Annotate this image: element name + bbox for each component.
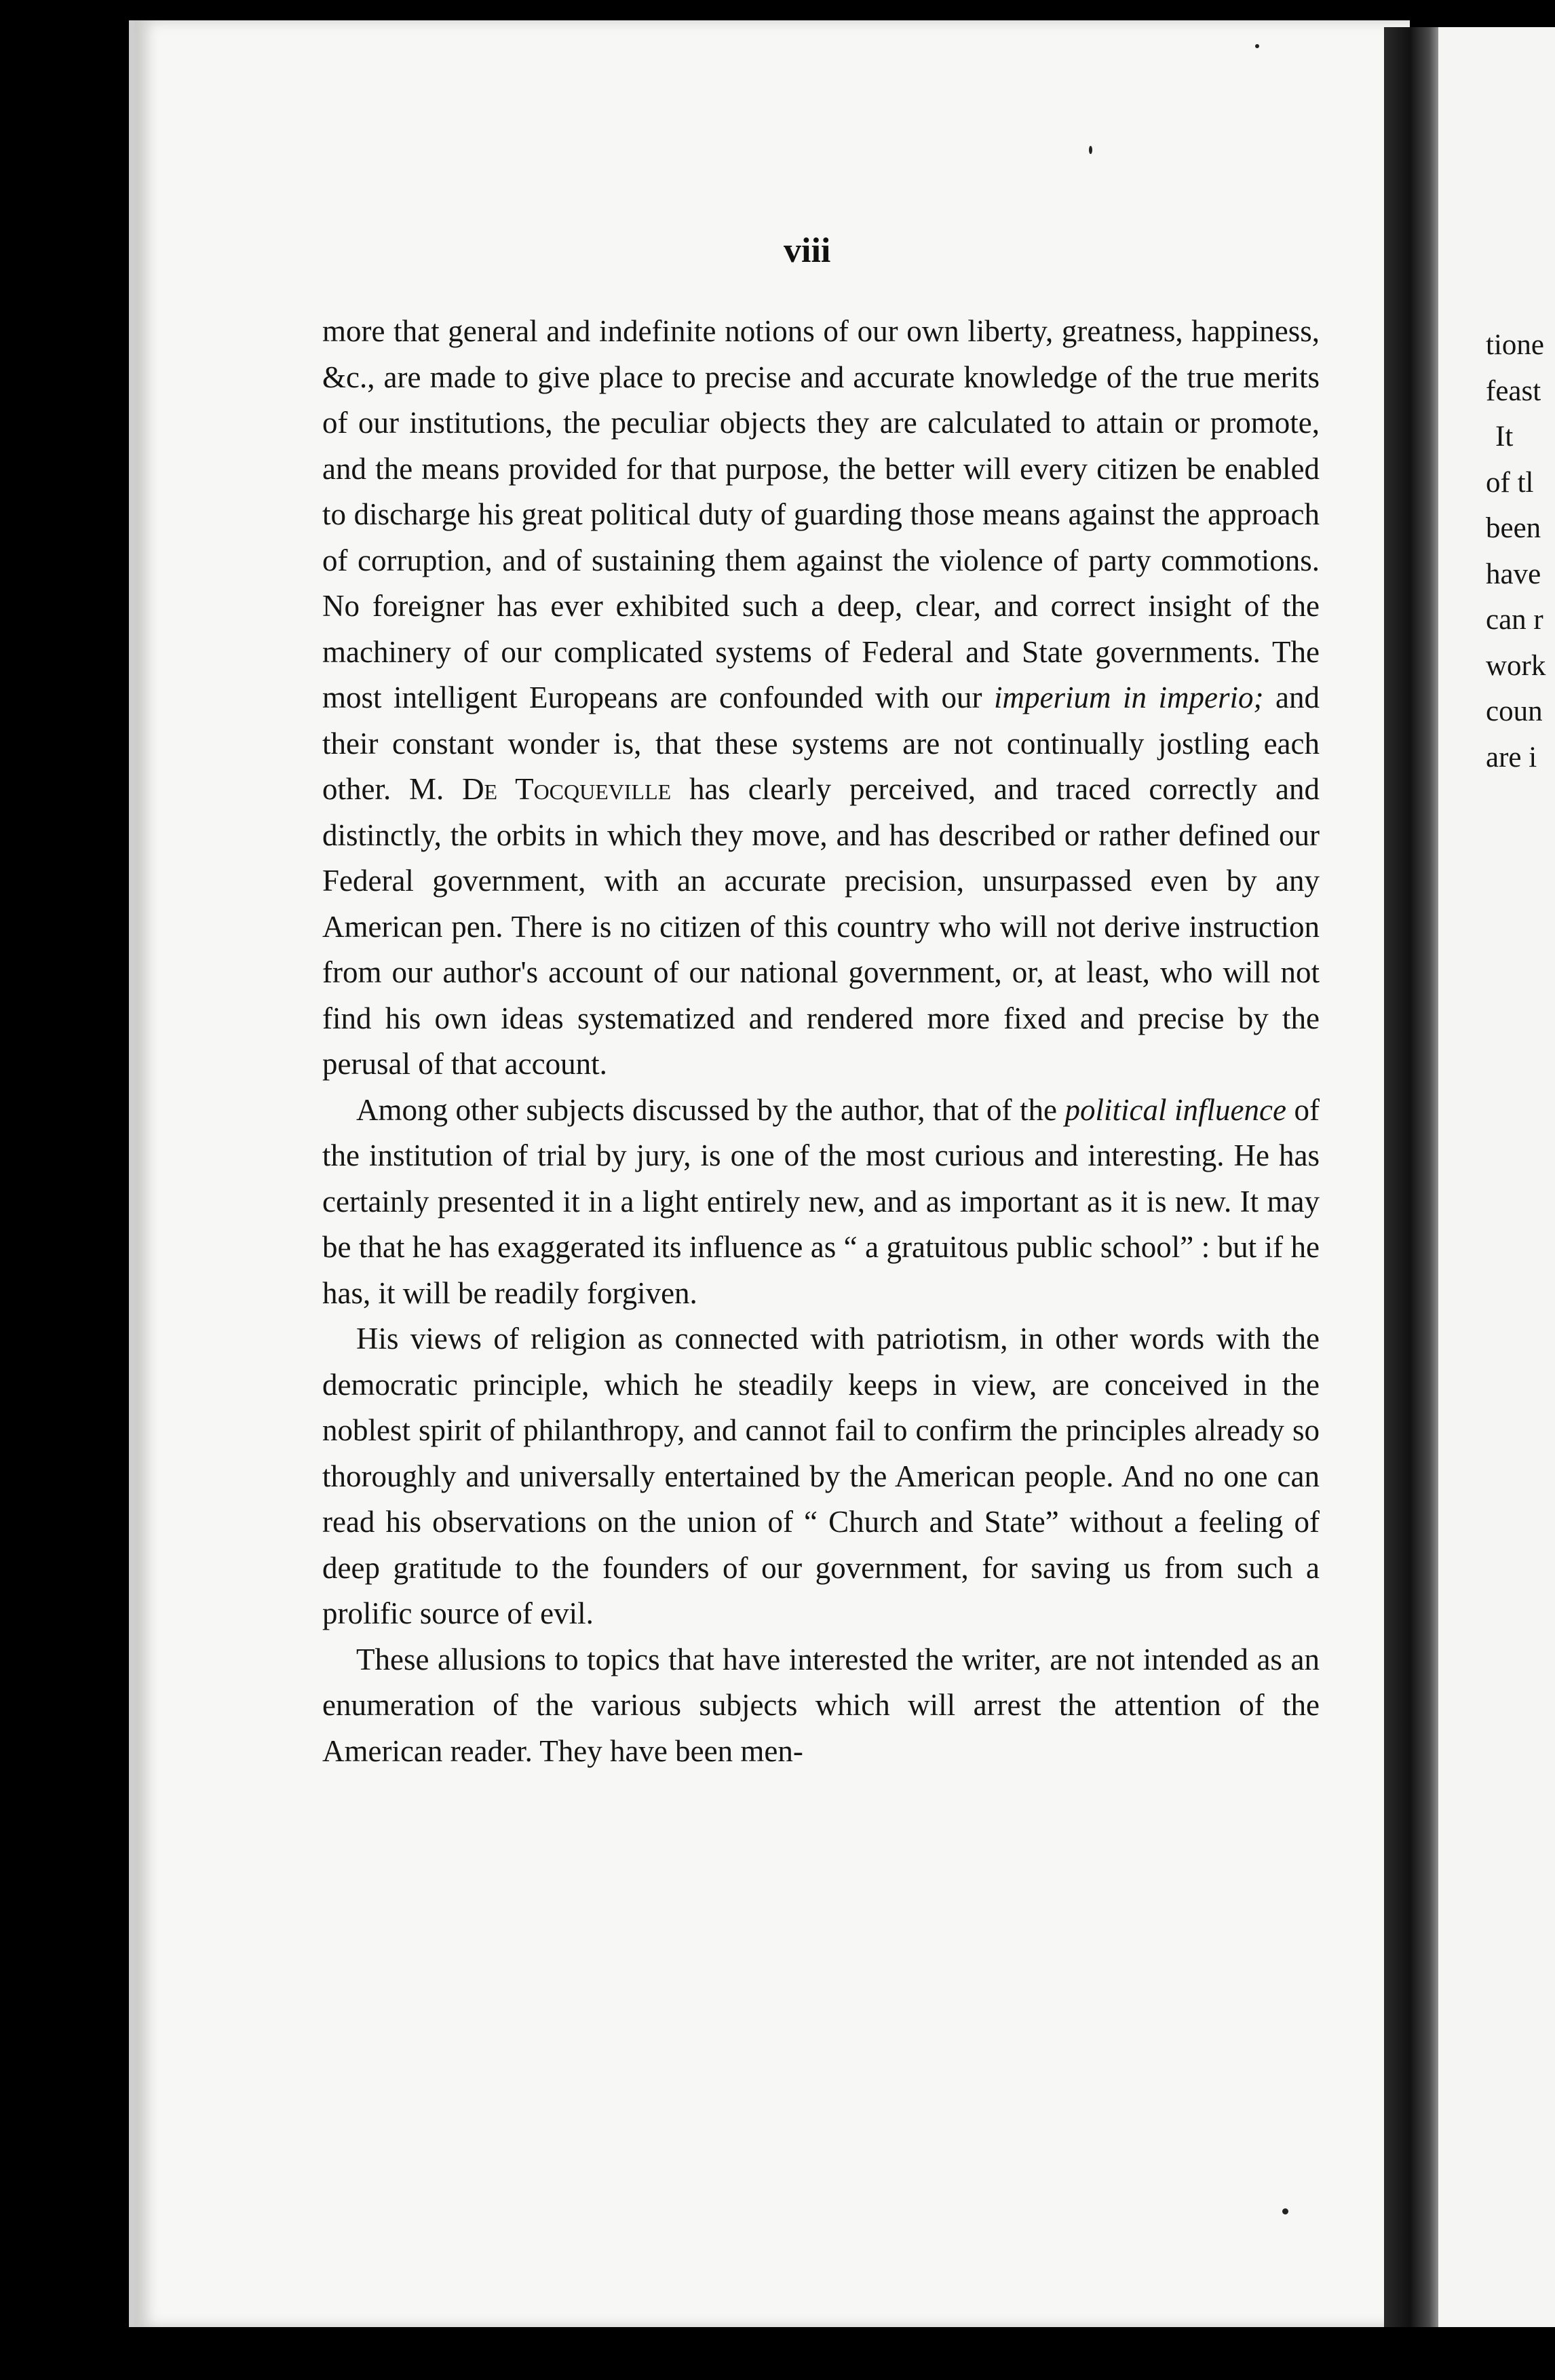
scan-speck bbox=[1282, 2208, 1288, 2214]
facing-line: It bbox=[1495, 421, 1514, 453]
facing-line: tione bbox=[1486, 329, 1544, 361]
facing-page-text bbox=[1486, 322, 1555, 780]
paragraph-4: These allusions to topics that have interested the writer, are not intended as an enumeration of the various subjects which will arrest the attention of the American reader. They have been men- bbox=[322, 1642, 1320, 1768]
facing-line: been bbox=[1486, 512, 1541, 544]
italic-phrase: imperium in imperio; bbox=[993, 680, 1264, 714]
author-name: De Tocqueville bbox=[462, 772, 672, 806]
paragraph-1: more that general and indefinite notions of our own liberty, greatness, happiness, &c., are made to give place to precise and accurate knowledge of the true merits of our institutions, the peculiar objects they are calculated to attain or promote, and the means provided for that purpose, the better will every citizen be enabled to discharge his great political duty of guarding those means against the approach of corruption, and of sustaining them against the violence of party commotions. No foreigner has ever exhibited such a deep, clear, and correct insight of the machinery of our complicated systems of Federal and State governments. The most intelligent Europeans are confounded with our imperium in imperio; and their constant wonder is, that these systems are not continually jostling each other. M. De Tocqueville has clearly perceived, and traced correctly and distinctly, the orbits in which they move, and has described or rather defined our Federal government, with an accurate precision, unsurpassed even by any American pen. There is no citizen of this country who will not derive instruction from our author's account of our national government, or, at least, who will not find his own ideas systematized and rendered more fixed and precise by the perusal of that account. bbox=[322, 314, 1320, 1081]
body-text bbox=[322, 309, 1320, 1774]
paragraph-2: Among other subjects discussed by the author, that of the political influence of the institution of trial by jury, is one of the most curious and interesting. He has certainly presented it in a light entirely new, and as important as it is new. It may be that he has exaggerated its influence as “ a gratuitous public school” : but if he has, it will be readily forgiven. bbox=[322, 1092, 1320, 1310]
facing-line: have bbox=[1486, 558, 1541, 590]
facing-line: are i bbox=[1486, 741, 1537, 773]
facing-line: of tl bbox=[1486, 466, 1534, 499]
italic-phrase: political influence bbox=[1064, 1092, 1286, 1127]
scan-speck bbox=[1089, 146, 1092, 154]
page-number: viii bbox=[784, 231, 831, 270]
facing-line: feast bbox=[1486, 375, 1541, 407]
scan-speck bbox=[1255, 44, 1259, 48]
facing-line: work bbox=[1486, 649, 1546, 682]
facing-line: can r bbox=[1486, 604, 1543, 636]
paragraph-3: His views of religion as connected with patriotism, in other words with the democratic principle, which he steadily keeps in view, are conceived in the noblest spirit of philanthropy, and cannot fail to confirm the principles already so thoroughly and universally entertained by the American people. And no one can read his observations on the union of “ Church and State” without a feeling of deep gratitude to the founders of our government, for saving us from such a prolific source of evil. bbox=[322, 1322, 1320, 1630]
facing-line: coun bbox=[1486, 695, 1543, 727]
